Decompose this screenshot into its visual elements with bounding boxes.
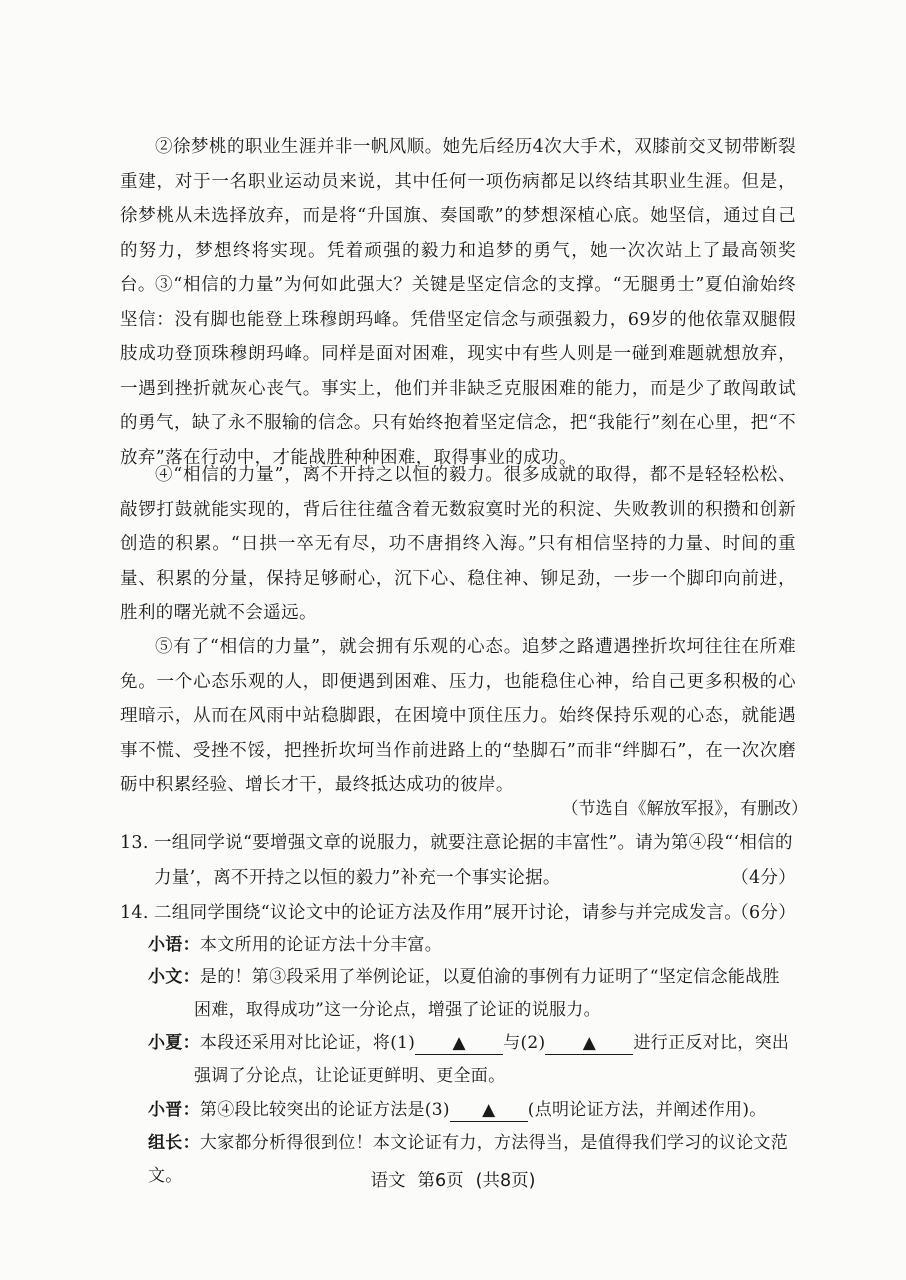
question-13-text: 一组同学说“要增强文章的说服力，就要注意论据的丰富性”。请为第④段“‘相信的力量’，离不开持之以恒的毅力”补充一个事实论据。 xyxy=(154,833,793,888)
question-text xyxy=(120,826,796,895)
question-number: 13. xyxy=(120,833,149,853)
dialogue-text: 大家都分析得很到位！本文论证有力，方法得当，是值得我们学习的议论文范文。 xyxy=(148,1133,789,1186)
source-note: （节选自《解放军报》，有删改） xyxy=(561,799,808,819)
dialogue-text: 本文所用的论证方法十分丰富。 xyxy=(199,935,443,955)
question-number: 14. xyxy=(120,903,149,923)
page-footer xyxy=(0,1166,906,1196)
question-points: （6分） xyxy=(731,903,796,923)
dialogue-text: (点明论证方法，并阐述作用)。 xyxy=(527,1100,767,1120)
dialogue-text: 第④段比较突出的论证方法是(3) xyxy=(199,1100,450,1120)
dialogue-xiaoxia xyxy=(148,1027,808,1093)
dialogue-text: 本段还采用对比论证，将(1) xyxy=(199,1033,416,1053)
answer-blank-3[interactable]: ▲ xyxy=(450,1099,528,1122)
footer-subject: 语文 xyxy=(370,1171,406,1191)
dialogue-text: 与(2) xyxy=(503,1033,546,1053)
question-14 xyxy=(120,896,796,931)
dialogue-text-continued: 困难，取得成功”这一分论点，增强了论证的说服力。 xyxy=(194,1000,601,1020)
paragraph-2: ②徐梦桃的职业生涯并非一帆风顺。她先后经历4次大手术，双膝前交叉韧带断裂重建，对于一名职业运动员来说，其中任何一项伤病都足以终结其职业生涯。但是，徐梦桃从未选择放弃，而是将“升国旗、奏国歌”的梦想深植心底。她坚信，通过自己的努力，梦想终将实现。凭着顽强的毅力和追梦的勇气，她一次次站上了最高领奖台。 xyxy=(120,137,796,296)
dialogue-text: 是的！第③段采用了举例论证，以夏伯渝的事例有力证明了“坚定信念能战胜 xyxy=(199,967,780,987)
answer-blank-2[interactable]: ▲ xyxy=(545,1032,633,1055)
dialogue-text-continued: 强调了分论点，让论证更鲜明、更全面。 xyxy=(194,1066,506,1086)
footer-page-number: 第6页 xyxy=(417,1171,464,1191)
speaker-label: 小语： xyxy=(148,935,200,955)
answer-blank-1[interactable]: ▲ xyxy=(415,1032,503,1055)
paragraph-3: ③“相信的力量”为何如此强大？关键是坚定信念的支撑。“无腿勇士”夏伯渝始终坚信：没有脚也能登上珠穆朗玛峰。凭借坚定信念与顽强毅力，69岁的他依靠双腿假肢成功登顶珠穆朗玛峰。同样是面对困难，现实中有些人则是一碰到难题就想放弃，一遇到挫折就灰心丧气。事实上，他们并非缺乏克服困难的能力，而是少了敢闯敢试的勇气，缺了永不服输的信念。只有始终抱着坚定信念，把“我能行”刻在心里，把“不放弃”落在行动中，才能战胜种种困难，取得事业的成功。 xyxy=(120,275,796,468)
speaker-label: 小夏： xyxy=(148,1033,200,1053)
dialogue-xiaowen xyxy=(148,961,808,1027)
speaker-label: 小文： xyxy=(148,967,200,987)
question-points: （4分） xyxy=(731,867,796,888)
footer-total-pages: (共8页) xyxy=(475,1171,536,1191)
speaker-label: 组长： xyxy=(148,1133,200,1153)
question-text: 二组同学围绕“议论文中的论证方法及作用”展开讨论，请参与并完成发言。 xyxy=(154,903,743,923)
paragraph-5: ⑤有了“相信的力量”，就会拥有乐观的心态。追梦之路遭遇挫折坎坷往往在所难免。一个心态乐观的人，即便遇到困难、压力，也能稳住心神，给自己更多积极的心理暗示，从而在风雨中站稳脚跟，在困境中顶住压力。始终保持乐观的心态，就能遇事不慌、受挫不馁，把挫折坎坷当作前进路上的“垫脚石”而非“绊脚石”，在一次次磨砺中积累经验、增长才干，最终抵达成功的彼岸。 xyxy=(120,637,796,796)
dialogue-text: 进行正反对比，突出 xyxy=(633,1033,790,1053)
dialogue-xiaojin xyxy=(148,1094,808,1127)
question-13 xyxy=(120,826,796,895)
speaker-label: 小晋： xyxy=(148,1100,200,1120)
paragraph-4: ④“相信的力量”，离不开持之以恒的毅力。很多成就的取得，都不是轻轻松松、敲锣打鼓就能实现的，背后往往蕴含着无数寂寞时光的积淀、失败教训的积攒和创新创造的积累。“日拱一卒无有尽，功不唐捐终入海。”只有相信坚持的力量、时间的重量、积累的分量，保持足够耐心，沉下心、稳住神、铆足劲，一步一个脚印向前进，胜利的曙光就不会遥远。 xyxy=(120,465,796,624)
dialogue-xiaoyu xyxy=(148,929,808,962)
